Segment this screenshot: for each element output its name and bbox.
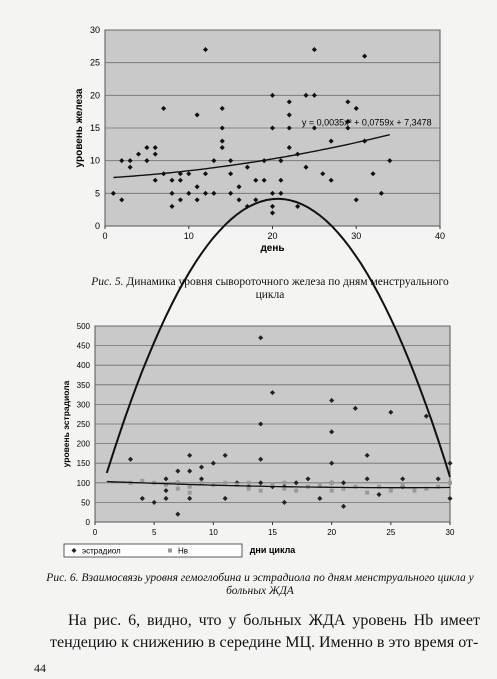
hb-point	[448, 481, 452, 485]
hb-point	[389, 489, 393, 493]
trendline-equation: y = 0,0035x² + 0,0759x + 7,3478	[301, 117, 432, 128]
x-tick-label: 40	[434, 231, 446, 241]
figure5-caption	[80, 276, 460, 302]
figure5-caption-label: Рис. 5.	[91, 276, 124, 288]
y-tick-label: 25	[89, 57, 100, 68]
y-tick-label: 0	[94, 221, 100, 231]
x-tick-label: 20	[267, 231, 278, 241]
hb-point	[247, 487, 251, 491]
y-tick-label: 200	[76, 439, 90, 449]
y-tick-label: 50	[81, 498, 90, 508]
x-tick-label: 5	[151, 528, 157, 537]
hb-point	[330, 481, 334, 485]
x-tick-label: 15	[268, 528, 277, 537]
y-tick-label: 400	[76, 361, 90, 371]
x-tick-label: 30	[445, 528, 455, 537]
y-tick-label: 150	[76, 459, 90, 469]
hemoglobin-estradiol-chart	[60, 318, 460, 562]
y-tick-label: 500	[76, 322, 90, 331]
hb-point	[259, 489, 263, 493]
x-axis-title: дни цикла	[249, 545, 296, 555]
x-axis-title: день	[260, 243, 285, 254]
hb-point	[223, 481, 227, 485]
x-tick-label: 25	[386, 528, 396, 537]
x-tick-label: 10	[183, 231, 194, 241]
x-tick-label: 0	[102, 231, 108, 241]
y-tick-label: 250	[76, 420, 90, 429]
hb-point	[282, 481, 286, 485]
hb-point	[247, 481, 251, 485]
hb-point	[176, 487, 180, 491]
legend-hb-marker	[168, 549, 172, 553]
figure6-caption	[40, 572, 480, 598]
y-tick-label: 450	[76, 341, 90, 351]
body-paragraph	[50, 610, 480, 654]
hb-point	[330, 489, 334, 493]
hb-point	[365, 491, 369, 495]
hb-point	[401, 483, 405, 487]
page-number: 44	[34, 661, 46, 675]
hb-point	[413, 489, 417, 493]
x-tick-label: 0	[92, 528, 98, 537]
x-tick-label: 10	[208, 528, 218, 537]
y-axis-title: уровень эстрадиола	[61, 380, 71, 468]
y-tick-label: 20	[89, 90, 100, 101]
hb-point	[294, 489, 298, 493]
y-tick-label: 15	[89, 123, 100, 133]
figure6-caption-text: Взаимосвязь уровня гемоглобина и эстрадиола по дням менструального цикла у больных ЖДА	[81, 572, 474, 597]
legend-estradiol-label: эстрадиол	[82, 546, 121, 556]
serum-iron-chart	[70, 22, 460, 254]
y-tick-label: 10	[89, 155, 100, 166]
hb-point	[188, 485, 192, 489]
legend	[64, 544, 242, 557]
y-tick-label: 350	[76, 380, 90, 390]
x-tick-label: 30	[351, 231, 362, 241]
y-tick-label: 0	[85, 518, 90, 527]
x-tick-label: 20	[327, 528, 337, 537]
figure5-caption-text: Динамика уровня сывороточного железа по дням менструального цикла	[126, 276, 449, 301]
y-axis-title: уровень железа	[74, 88, 85, 168]
hb-point	[188, 491, 192, 495]
y-tick-label: 300	[76, 400, 90, 410]
legend-hb-label: Hв	[178, 546, 189, 556]
y-tick-label: 5	[94, 188, 100, 199]
y-tick-label: 100	[76, 478, 90, 488]
hb-point	[318, 483, 322, 487]
figure6-caption-label: Рис. 6.	[46, 572, 79, 584]
y-tick-label: 30	[89, 25, 100, 35]
body-text: На рис. 6, видно, что у больных ЖДА уровень Hb имеет тендецию к снижению в середине МЦ. Именно в это время от-	[50, 612, 480, 651]
